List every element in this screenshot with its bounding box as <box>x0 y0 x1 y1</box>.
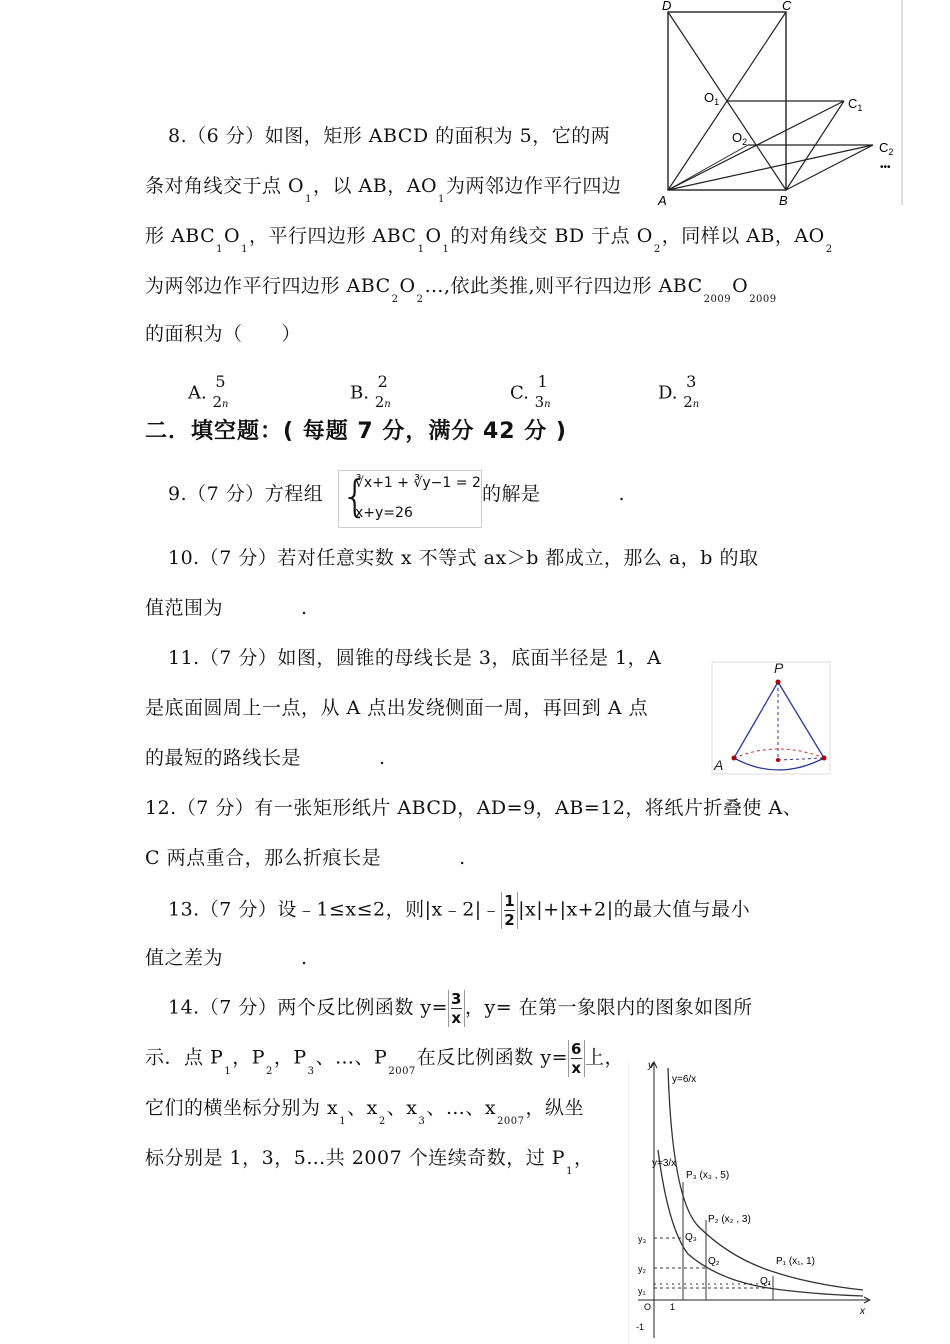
q13-fraction: $\frac{1}{2}$ <box>501 892 518 929</box>
q8-option-c[interactable]: C. 1 3n <box>510 372 551 411</box>
svg-text:P₂ (x₂ , 3): P₂ (x₂ , 3) <box>708 1214 751 1225</box>
q8-option-b[interactable]: B. 2 2n <box>350 372 391 411</box>
q11-line2: 是底面圆周上一点，从 A 点出发绕侧面一周，再回到 A 点 <box>145 697 649 719</box>
fig-label-D: D <box>662 0 672 13</box>
svg-text:O1: $O_1$ <box>704 90 720 107</box>
svg-text:y=3/x: y=3/x <box>652 1158 677 1169</box>
q12-line1: 12.（7 分）有一张矩形纸片 ABCD，AD=9，AB=12，将纸片折叠使 A、 <box>145 797 803 819</box>
q8-rectangle-figure <box>648 0 908 210</box>
svg-text:-1: -1 <box>636 1322 645 1332</box>
svg-text:O2: $O_2$ <box>732 130 748 147</box>
svg-text:1: 1 <box>670 1302 676 1312</box>
svg-text:Q₂: Q₂ <box>708 1256 720 1267</box>
q9-equation-system: { ∛x+1 + ∛y−1 = 2 x+y=26 <box>338 470 482 528</box>
q13-line1: 13.（7 分）设﹣1≤x≤2，则|x﹣2|﹣ $\frac{1}{2}$ |x|+|x+2|的最大值与最小 <box>168 892 751 929</box>
q8-line3: 形 $ABC_1O_1$，平行四边形 $ABC_1O_1$的对角线交 BD 于点 $O_2$，同样以 AB，$AO_2$ <box>145 225 833 255</box>
q13-line2: 值之差为 . <box>145 947 308 969</box>
q12-line2: C 两点重合，那么折痕长是 . <box>145 847 466 869</box>
section-2-heading: 二．填空题：( 每题 7 分，满分 42 分 ) <box>145 419 567 444</box>
q14-line1: 14.（7 分）两个反比例函数 y= $\frac{3}{x}$ ，y= 在第一象限内的图象如图所 <box>168 990 753 1027</box>
svg-text:y₂: y₂ <box>638 1264 646 1274</box>
svg-text:P: P <box>774 660 784 676</box>
q14-line3: 它们的横坐标分别为 $x_1$、$x_2$、$x_3$、…、$x_{2007}$，纵坐 <box>145 1097 585 1127</box>
q11-line3: 的最短的路线长是 . <box>145 747 386 769</box>
q14-hyperbola-graph <box>628 1058 873 1344</box>
q9-suffix: 的解是 . <box>482 483 626 505</box>
q8-line5: 的面积为（ ） <box>145 323 302 345</box>
svg-text:y₃: y₃ <box>638 1234 647 1244</box>
q8-line2: 条对角线交于点 $O_1$，以 AB，$AO_1$为两邻边作平行四边 <box>145 175 622 205</box>
q11-cone-figure <box>710 658 834 776</box>
q14-line4: 标分别是 1，3，5…共 2007 个连续奇数，过 $P_1$， <box>145 1147 594 1177</box>
svg-text:y: y <box>648 1060 653 1071</box>
svg-text:Q₁: Q₁ <box>760 1276 772 1287</box>
svg-text:C2: $C_2$ <box>879 140 894 157</box>
q8-line4: 为两邻边作平行四边形 $ABC_2O_2\dots$,依此类推,则平行四边形 $ABC_{2009}O_{2009}$ <box>145 275 777 305</box>
svg-text:P₃ (x₃ , 5): P₃ (x₃ , 5) <box>686 1170 730 1181</box>
fig-label-B: B <box>779 193 788 208</box>
q14-line2: 示．点 $P_1$，$P_2$，$P_3$、…、$P_{2007}$在反比例函数 y= $\frac{6}{x}$ 上， <box>145 1040 624 1077</box>
svg-text:O: O <box>644 1302 652 1312</box>
q8-line1: 8.（6 分）如图，矩形 ABCD 的面积为 5，它的两 <box>168 125 611 147</box>
svg-text:A: A <box>714 757 724 773</box>
svg-text:•••: ••• <box>880 162 891 173</box>
q11-line1: 11.（7 分）如图，圆锥的母线长是 3，底面半径是 1，A <box>168 647 662 669</box>
q9-line: 9.（7 分）方程组 <box>168 483 324 505</box>
svg-text:x: x <box>860 1306 865 1317</box>
fig-label-A: A <box>658 193 667 208</box>
svg-text:y₁: y₁ <box>638 1286 646 1296</box>
q10-line1: 10.（7 分）若对任意实数 x 不等式 ax＞b 都成立，那么 a，b 的取 <box>168 547 759 569</box>
fig-label-C: C <box>782 0 792 13</box>
svg-text:Q₃: Q₃ <box>685 1232 697 1243</box>
svg-text:y=6/x: y=6/x <box>672 1074 697 1085</box>
q8-option-a[interactable]: A. 5 2n <box>188 372 229 411</box>
q10-line2: 值范围为 . <box>145 597 308 619</box>
svg-text:C1: $C_1$ <box>848 96 863 113</box>
q8-option-d[interactable]: D. 3 2n <box>658 372 700 411</box>
svg-text:P₁ (x₁, 1): P₁ (x₁, 1) <box>776 1256 815 1267</box>
